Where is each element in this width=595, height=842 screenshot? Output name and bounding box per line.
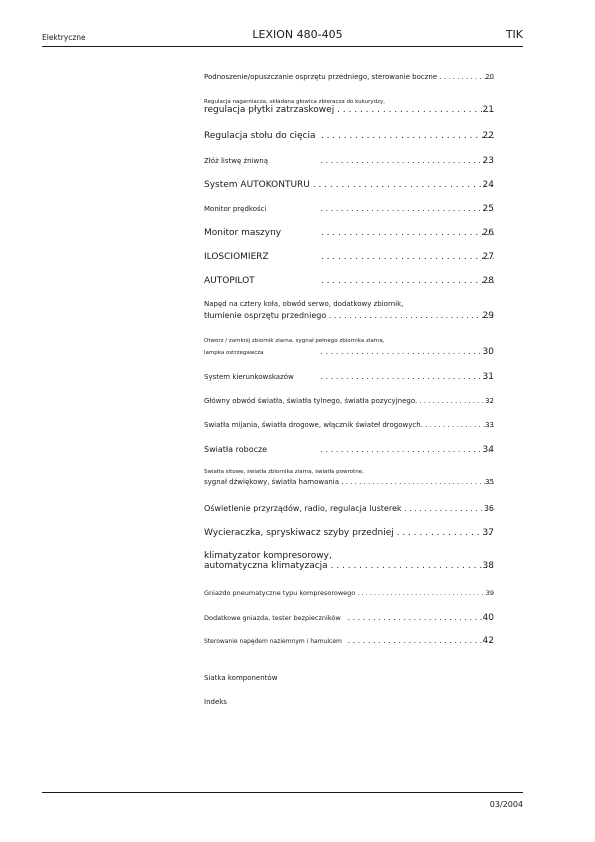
- toc-entry-text: System AUTOKONTURU: [204, 180, 310, 190]
- toc-page-number: 39: [483, 589, 494, 597]
- toc-entry-text: klimatyzator kompresorowy,: [204, 551, 332, 561]
- toc-entry[interactable]: [204, 180, 494, 190]
- toc-entry[interactable]: [204, 445, 494, 455]
- toc-entry-text: Złóż listwę żniwną: [204, 157, 269, 165]
- toc-page-number: 26: [480, 228, 494, 238]
- footer-rule: [42, 792, 523, 793]
- toc-entry[interactable]: [204, 228, 494, 238]
- toc-entry[interactable]: [204, 252, 494, 262]
- toc-page-number: 34: [480, 445, 494, 455]
- toc-entry-text: Regulacja nagarniacza, składana głowica zbieracza do kukurydzy,: [204, 99, 386, 105]
- toc-page-number: 21: [480, 105, 494, 115]
- toc-entry-text: Oświetlenie przyrządów, radio, regulacja lusterek: [204, 504, 402, 513]
- toc-entry[interactable]: [204, 551, 494, 571]
- extra-entry-index[interactable]: Indeks: [204, 698, 227, 706]
- toc-entry-text: Światła sitowe, światła zbiornika ziarna, światła powrotne,: [204, 469, 364, 475]
- toc-entry-text: Otwórz / zamknij zbiornik ziarna, sygnał pełnego zbiornika ziarna,: [204, 338, 385, 344]
- toc-entry[interactable]: [204, 300, 494, 321]
- toc-entry[interactable]: [204, 73, 494, 81]
- toc-entry[interactable]: [204, 204, 494, 214]
- toc-entry[interactable]: [204, 421, 494, 429]
- document-title: LEXION 480-405: [252, 28, 343, 41]
- toc-page-number: 29: [480, 311, 494, 321]
- toc-page-number: 33: [482, 421, 494, 429]
- toc-entry-text: regulacja płytki zatrzaskowej: [204, 105, 335, 115]
- toc-entry-text: AUTOPILOT: [204, 276, 255, 286]
- toc-page-number: 28: [480, 276, 494, 286]
- toc-page-number: 24: [480, 180, 494, 190]
- toc-entry-text: Wycieraczka, spryskiwacz szyby przedniej: [204, 528, 394, 538]
- toc-entry[interactable]: [204, 131, 494, 141]
- toc-entry-text: Napęd na cztery koła, obwód serwo, dodatkowy zbiornik,: [204, 300, 404, 308]
- toc-entry-text: automatyczna klimatyzacja: [204, 561, 328, 571]
- toc-entry-text: Gniazdo pneumatyczne typu kompresorowego: [204, 589, 356, 597]
- toc-page-number: 35: [482, 478, 494, 486]
- toc-entry[interactable]: [204, 636, 494, 646]
- toc-entry[interactable]: [204, 338, 494, 357]
- toc-entry[interactable]: [204, 613, 494, 623]
- toc-page-number: 42: [480, 636, 494, 646]
- toc-page-number: 23: [480, 156, 494, 166]
- toc-entry[interactable]: [204, 397, 494, 405]
- toc-entry-text: Dodatkowe gniazda, tester bezpieczników: [204, 614, 341, 622]
- toc-entry-text: lampka ostrzegawcza: [204, 350, 264, 356]
- toc-entry[interactable]: [204, 469, 494, 486]
- toc-page-number: 25: [480, 204, 494, 214]
- toc-entry[interactable]: [204, 504, 494, 513]
- toc-page-number: 30: [480, 347, 494, 357]
- toc-page-number: 37: [480, 528, 494, 538]
- toc-page-number: 20: [482, 73, 494, 81]
- toc-entry-text: ILOŚCIOMIERZ: [204, 252, 269, 262]
- table-of-contents: [204, 0, 524, 842]
- toc-entry[interactable]: [204, 372, 494, 382]
- toc-entry[interactable]: [204, 589, 494, 597]
- toc-page-number: 31: [480, 372, 494, 382]
- toc-page-number: 38: [480, 561, 494, 571]
- toc-page-number: 32: [482, 397, 494, 405]
- toc-entry-text: tłumienie osprzętu przedniego: [204, 311, 327, 320]
- header-left-label: Elektryczne: [42, 33, 86, 42]
- toc-entry-text: sygnał dźwiękowy, światła hamowania: [204, 478, 340, 486]
- toc-entry[interactable]: [204, 276, 494, 286]
- toc-entry[interactable]: [204, 156, 494, 166]
- toc-entry[interactable]: [204, 99, 494, 115]
- toc-entry-text: System kierunkowskazów: [204, 373, 294, 381]
- toc-entry[interactable]: [204, 528, 494, 538]
- toc-entry-text: Podnoszenie/opuszczanie osprzętu przedniego, sterowanie boczne: [204, 73, 438, 81]
- toc-page-number: 40: [480, 613, 494, 623]
- toc-page-number: 36: [481, 504, 494, 513]
- toc-entry-text: Światła mijania, światła drogowe, włącznik świateł drogowych.: [204, 421, 423, 429]
- header-right-label: TIK: [505, 28, 523, 41]
- footer-date: 03/2004: [489, 800, 523, 809]
- toc-entry-text: Monitor prędkości: [204, 205, 267, 213]
- toc-entry-text: Regulacja stołu do cięcia: [204, 131, 316, 141]
- toc-entry-text: Sterowanie napędem naziemnym i hamulcem: [204, 638, 342, 645]
- toc-page-number: 27: [480, 252, 494, 262]
- toc-page-number: 22: [480, 131, 494, 141]
- toc-entry-text: Światła robocze: [204, 445, 268, 454]
- toc-entry-text: Główny obwód światła, światła tylnego, światła pozycyjnego.: [204, 397, 418, 405]
- toc-entry-text: Monitor maszyny: [204, 228, 282, 238]
- extra-entry-component-grid[interactable]: Siatka komponentów: [204, 674, 278, 682]
